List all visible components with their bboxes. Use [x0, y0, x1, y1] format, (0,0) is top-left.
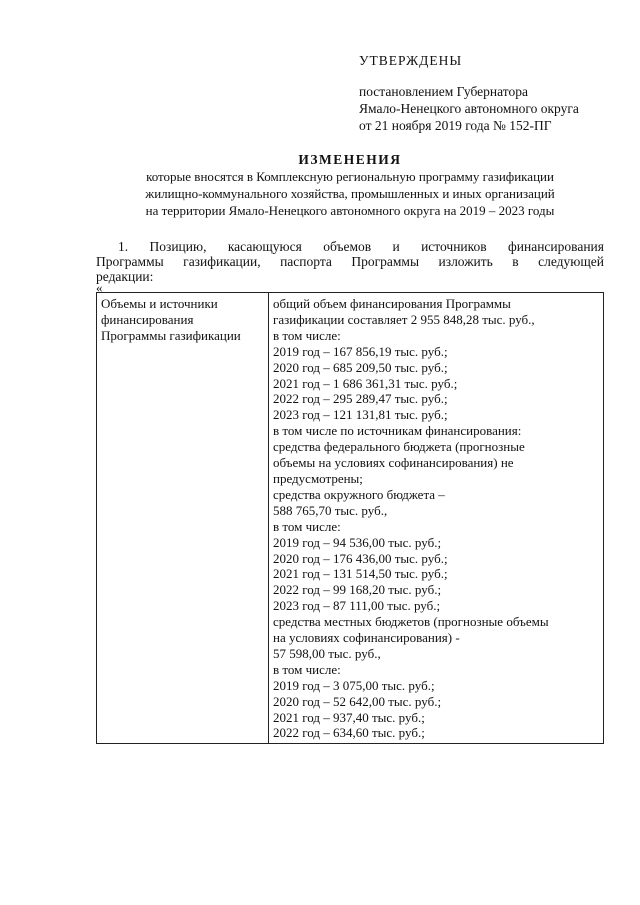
cell-line: 2022 год – 295 289,47 тыс. руб.;	[273, 391, 448, 407]
cell-line: 2019 год – 167 856,19 тыс. руб.;	[273, 343, 448, 359]
cell-line: в том числе:	[273, 661, 341, 677]
cell-line: в том числе по источникам финансирования:	[273, 423, 522, 439]
cell-line: 2019 год – 94 536,00 тыс. руб.;	[273, 534, 442, 550]
cell-line: объемы на условиях софинансирования) не	[273, 455, 514, 471]
cell-line: средства федерального бюджета (прогнозные	[273, 439, 525, 455]
approval-block	[359, 52, 629, 134]
cell-line: 2021 год – 1 686 361,31 тыс. руб.;	[273, 375, 458, 391]
cell-line: предусмотрены;	[273, 470, 363, 486]
approval-heading: УТВЕРЖДЕНЫ	[359, 53, 463, 68]
cell-line: средства местных бюджетов (прогнозные объемы	[273, 614, 549, 630]
approval-line: Ямало-Ненецкого автономного округа	[359, 101, 579, 116]
cell-line: финансирования	[101, 311, 194, 327]
cell-line: 588 765,70 тыс. руб.,	[273, 502, 388, 518]
document-subtitle-line: которые вносятся в Комплексную региональную программу газификации	[146, 169, 554, 184]
cell-line: средства окружного бюджета –	[273, 486, 445, 502]
document-subtitle-line: на территории Ямало-Ненецкого автономного округа на 2019 – 2023 годы	[145, 203, 555, 218]
opening-quote-mark: «	[96, 280, 103, 295]
cell-line: Программы газификации	[101, 327, 241, 343]
cell-line: 2020 год – 52 642,00 тыс. руб.;	[273, 693, 442, 709]
intro-line: Программы газификации, паспорта Программы изложить в следующей	[96, 254, 604, 269]
cell-line: в том числе:	[273, 518, 341, 534]
cell-line: газификации составляет 2 955 848,28 тыс. руб.,	[273, 311, 535, 327]
document-title: ИЗМЕНЕНИЯ	[298, 152, 402, 167]
cell-line: 57 598,00 тыс. руб.,	[273, 645, 381, 661]
cell-line: 2023 год – 87 111,00 тыс. руб.;	[273, 598, 441, 614]
cell-line: 2020 год – 685 209,50 тыс. руб.;	[273, 359, 448, 375]
cell-line: 2020 год – 176 436,00 тыс. руб.;	[273, 550, 448, 566]
approval-line: постановлением Губернатора	[359, 84, 528, 99]
table-cell-value	[269, 293, 604, 744]
cell-line: 2021 год – 131 514,50 тыс. руб.;	[273, 566, 448, 582]
cell-line: общий объем финансирования Программы	[273, 296, 511, 311]
intro-line: 1. Позицию, касающуюся объемов и источников финансирования	[118, 239, 604, 254]
cell-line: 2021 год – 937,40 тыс. руб.;	[273, 709, 425, 725]
approval-line: от 21 ноября 2019 года № 152-ПГ	[359, 118, 552, 133]
cell-line: 2022 год – 634,60 тыс. руб.;	[273, 725, 425, 741]
cell-line: 2019 год – 3 075,00 тыс. руб.;	[273, 677, 435, 693]
cell-line: Объемы и источники	[101, 296, 218, 311]
cell-line: на условиях софинансирования) -	[273, 630, 460, 646]
intro-line: редакции:	[96, 269, 154, 284]
cell-line: 2023 год – 121 131,81 тыс. руб.;	[273, 407, 448, 423]
document-subtitle-line: жилищно-коммунального хозяйства, промышленных и иных организаций	[145, 186, 555, 201]
funding-table	[96, 292, 604, 744]
table-cell-label	[97, 293, 269, 744]
cell-line: 2022 год – 99 168,20 тыс. руб.;	[273, 582, 442, 598]
cell-line: в том числе:	[273, 327, 341, 343]
table-row	[97, 293, 604, 744]
intro-paragraph	[96, 239, 604, 284]
document-title-block	[60, 151, 640, 219]
